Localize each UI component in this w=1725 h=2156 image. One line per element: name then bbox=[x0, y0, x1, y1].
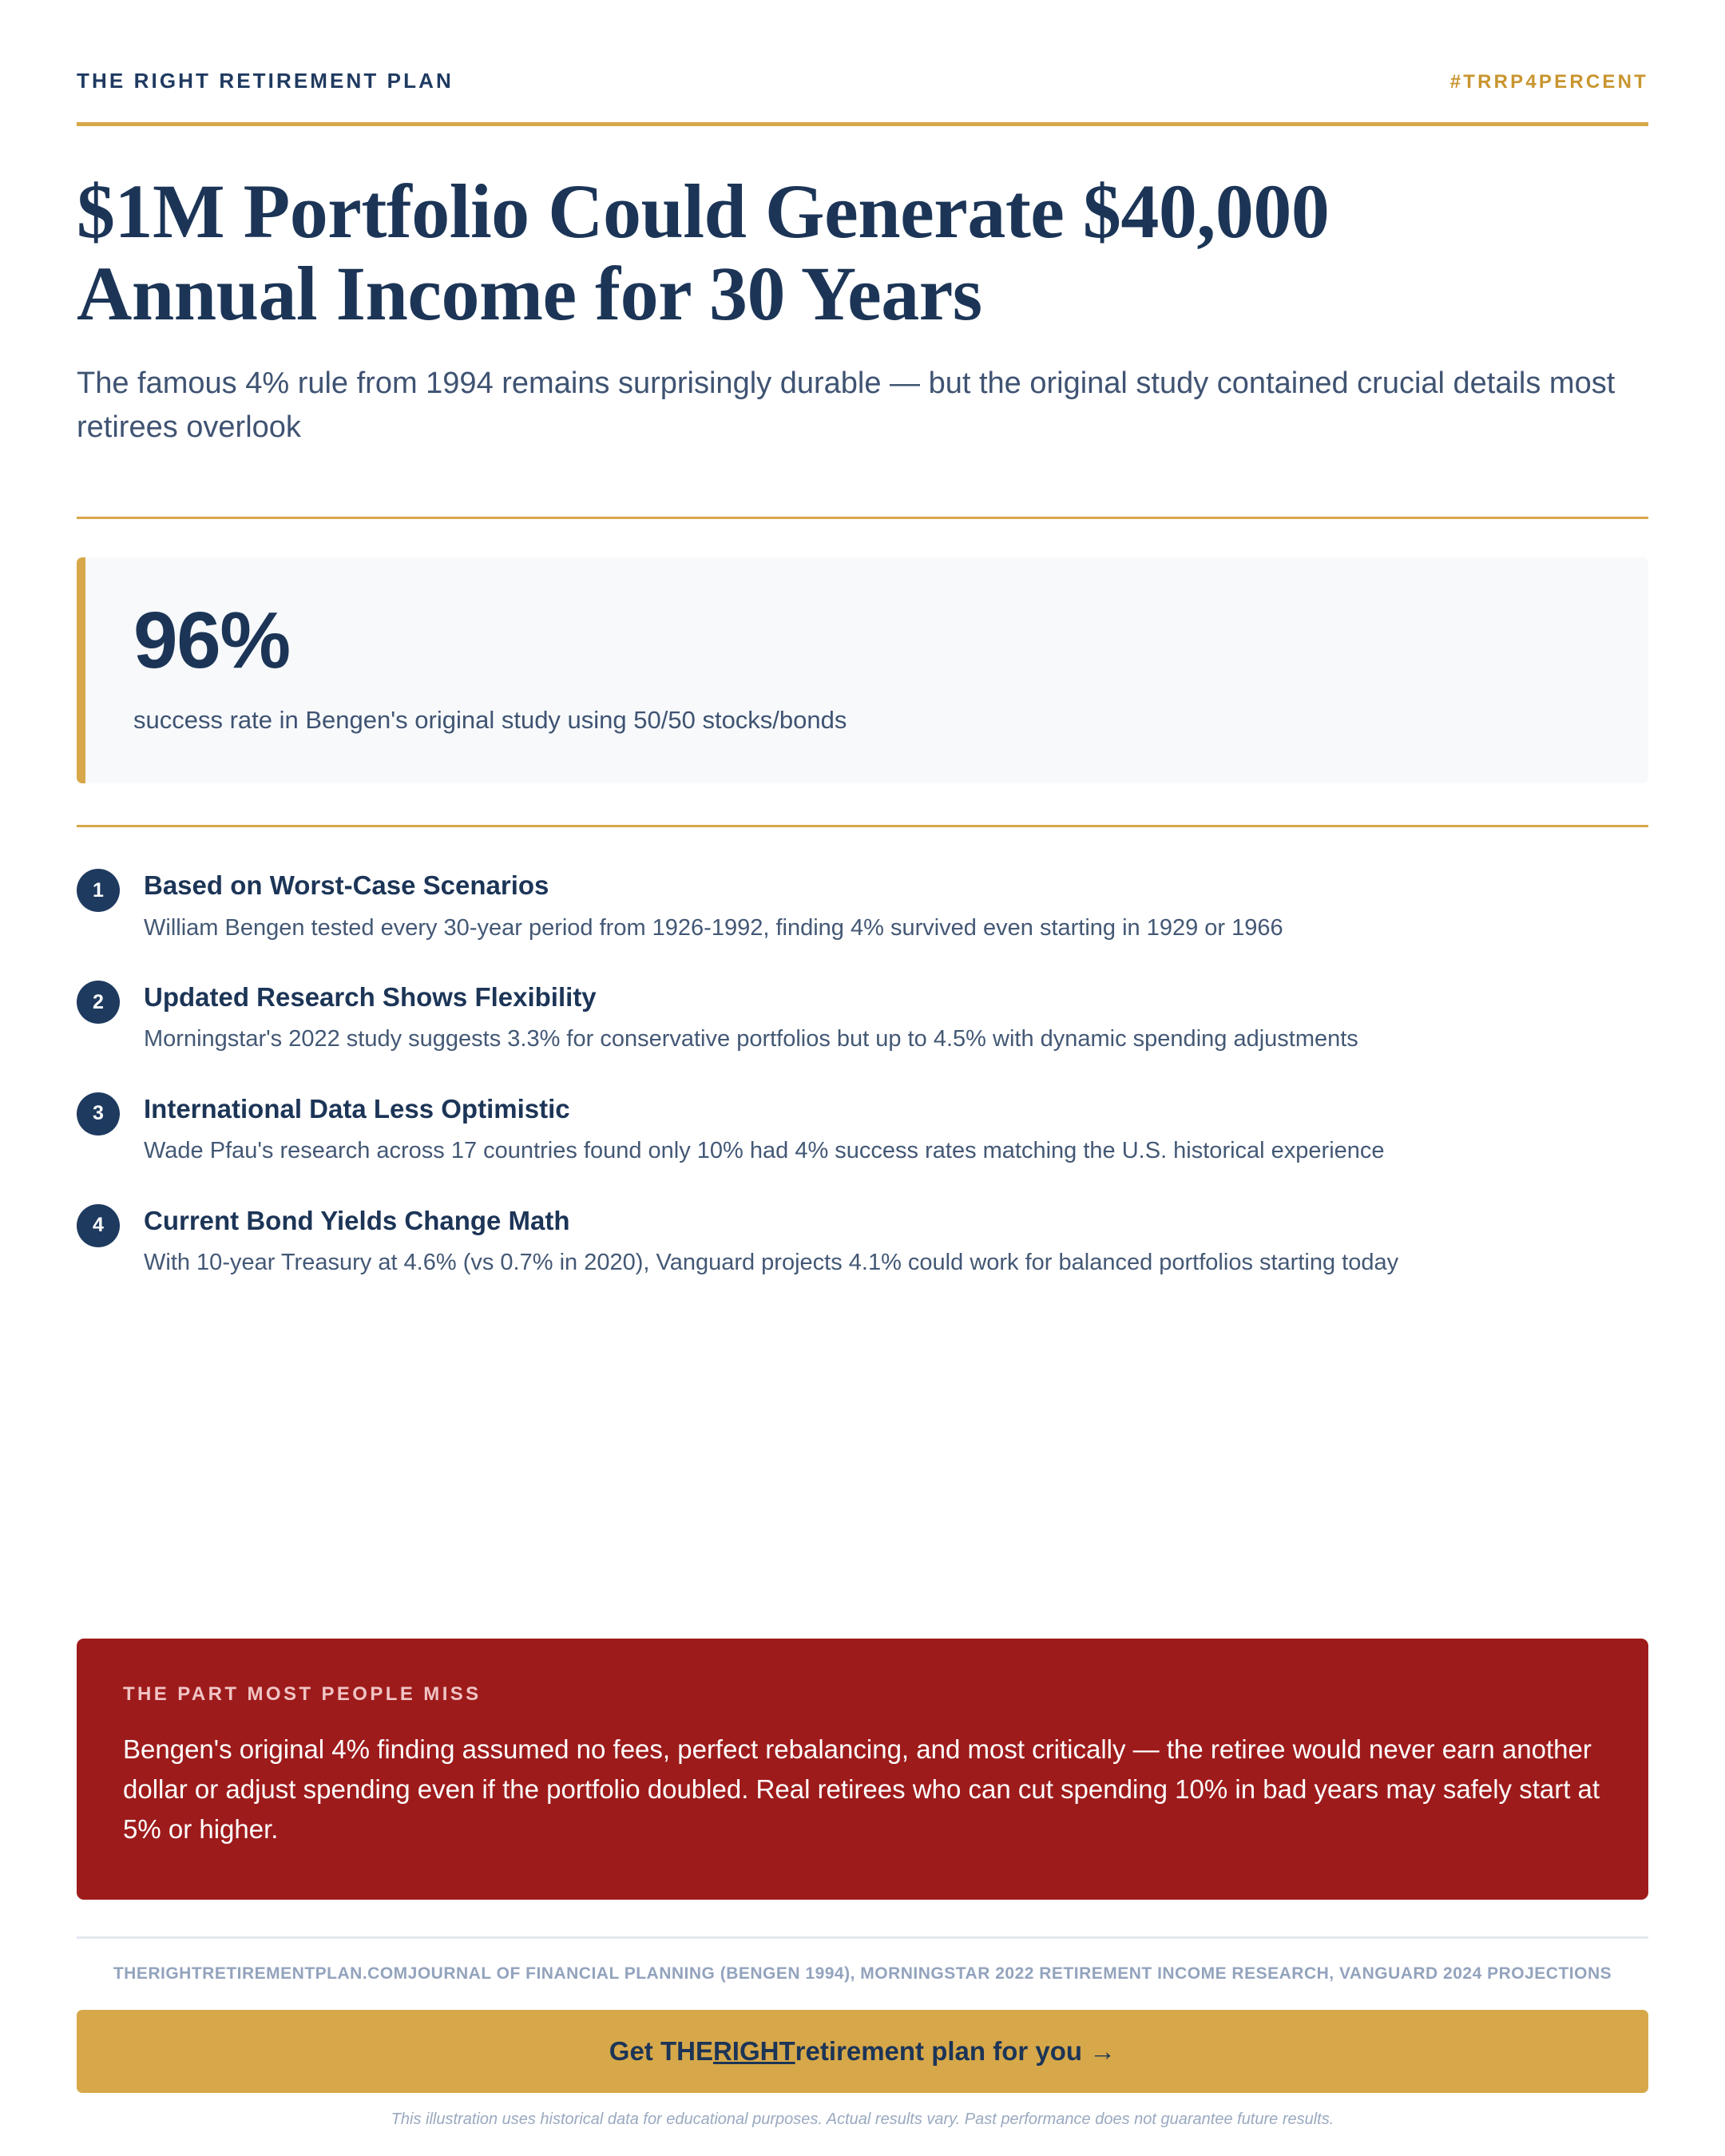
point-number-badge: 3 bbox=[77, 1092, 120, 1135]
point-number-badge: 2 bbox=[77, 981, 120, 1024]
stat-label: success rate in Bengen's original study using 50/50 stocks/bonds bbox=[133, 705, 847, 734]
point-body bbox=[144, 979, 1648, 1056]
point-title: Current Bond Yields Change Math bbox=[144, 1205, 570, 1235]
brand-name: THE RIGHT RETIREMENT PLAN bbox=[77, 69, 454, 93]
list-item bbox=[77, 1091, 1648, 1167]
cta-button[interactable] bbox=[77, 2010, 1648, 2093]
cta-label-suffix: retirement plan for you → bbox=[795, 2036, 1116, 2066]
page-subtitle: The famous 4% rule from 1994 remains surprisingly durable — but the original study contained crucial details most retirees overlook bbox=[77, 367, 1616, 445]
callout-eyebrow: THE PART MOST PEOPLE MISS bbox=[123, 1683, 482, 1706]
key-points-list bbox=[77, 867, 1648, 1278]
cta-label-prefix: Get THE bbox=[609, 2036, 713, 2066]
list-item bbox=[77, 1203, 1648, 1279]
point-body bbox=[144, 867, 1648, 944]
point-description: Wade Pfau's research across 17 countries found only 10% had 4% success rates matching the U.S. historical experience bbox=[144, 1138, 1385, 1164]
layout-spacer bbox=[77, 1279, 1648, 1639]
header-divider bbox=[77, 122, 1648, 126]
callout-box bbox=[77, 1639, 1648, 1899]
stat-highlight-panel bbox=[77, 557, 1648, 783]
section-divider-top bbox=[77, 517, 1648, 519]
point-body bbox=[144, 1203, 1648, 1279]
masthead bbox=[77, 0, 1648, 93]
point-description: With 10-year Treasury at 4.6% (vs 0.7% in 2020), Vanguard projects 4.1% could work for balanced portfolios starting today bbox=[144, 1250, 1399, 1276]
point-description: William Bengen tested every 30-year period from 1926-1992, finding 4% survived even starting in 1929 or 1966 bbox=[144, 914, 1283, 941]
point-title: Based on Worst-Case Scenarios bbox=[144, 870, 549, 901]
campaign-hashtag: #TRRP4PERCENT bbox=[1449, 71, 1648, 93]
point-number-badge: 1 bbox=[77, 869, 120, 912]
section-divider-bottom bbox=[77, 825, 1648, 827]
point-title: Updated Research Shows Flexibility bbox=[144, 982, 597, 1013]
legal-disclaimer: This illustration uses historical data for educational purposes. Actual results vary. Past performance does not guarantee future results. bbox=[391, 2110, 1334, 2128]
point-description: Morningstar's 2022 study suggests 3.3% for conservative portfolios but up to 4.5% with dynamic spending adjustments bbox=[144, 1026, 1358, 1052]
point-title: International Data Less Optimistic bbox=[144, 1093, 570, 1124]
stat-value: 96% bbox=[133, 595, 290, 685]
source-citation: THERIGHTRETIREMENTPLAN.COMJOURNAL OF FINANCIAL PLANNING (BENGEN 1994), MORNINGSTAR 2022 RETIREMENT INCOME RESEARCH, VANGUARD 2024 PROJECTIONS bbox=[113, 1964, 1612, 1983]
footer-divider bbox=[77, 1936, 1648, 1939]
point-number-badge: 4 bbox=[77, 1204, 120, 1247]
page-title: $1M Portfolio Could Generate $40,000 Annual Income for 30 Years bbox=[77, 168, 1330, 336]
point-body bbox=[144, 1091, 1648, 1167]
callout-text: Bengen's original 4% finding assumed no fees, perfect rebalancing, and most critically — the retiree would never earn another dollar or adjust spending even if the portfolio doubled. Real retirees who can cut spending 10% in bad years may safely start at 5% or higher. bbox=[123, 1734, 1600, 1845]
cta-label-emphasis: RIGHT bbox=[712, 2036, 795, 2066]
list-item bbox=[77, 979, 1648, 1056]
list-item bbox=[77, 867, 1648, 944]
